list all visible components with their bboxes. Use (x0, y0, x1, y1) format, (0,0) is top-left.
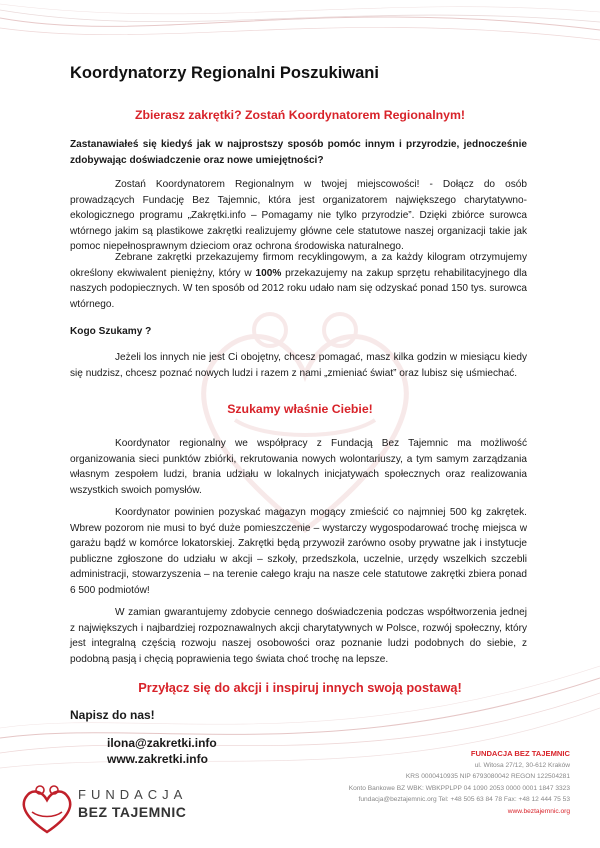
paragraph-become-coordinator: Zostań Koordynatorem Regionalnym w twojej miejscowości! - Dołącz do osób prowadzących Fundację Bez Tajemnic, która jest organizatorem największego charytatywno-ekologicznego programu „Zakrętki.info – Pomagamy nie tylko przyrodzie”. Dzięki zbiórce surowca wtórnego jakim są plastikowe zakrętki realizujemy główne cele statutowe naszej organizacji takie jak pomoc niepełnosprawnym dzieciom oraz ochrona środowiska naturalnego. (70, 179, 527, 253)
logo-heart-icon (18, 782, 76, 837)
paragraph-recycling-percent: 100% (255, 267, 282, 279)
footer-registry: KRS 0000410935 NIP 6793080042 REGON 122504281 (405, 773, 570, 780)
contact-website-link[interactable]: www.zakretki.info (107, 752, 208, 766)
footer-url-link[interactable]: www.beztajemnic.org (507, 807, 570, 815)
contact-heading: Napisz do nas! (70, 708, 155, 722)
page-title: Koordynatorzy Regionalni Poszukiwani (70, 64, 379, 82)
contact-email-link[interactable]: ilona@zakretki.info (107, 736, 217, 750)
footer-bank-account: Konto Bankowe BZ WBK: WBKPPLPP 04 1090 2053 0000 0001 1847 3323 (348, 784, 570, 792)
subtitle-join-action: Przyłącz się do akcji i inspiruj innych swoją postawą! (138, 680, 462, 695)
footer-address: ul. Witosa 27/12, 30-612 Kraków (474, 761, 570, 769)
footer-org-name: FUNDACJA BEZ TAJEMNIC (470, 749, 570, 758)
logo-text-bez-tajemnic: BEZ TAJEMNIC (78, 804, 187, 820)
paragraph-benefits: W zamian gwarantujemy zdobycie cennego doświadczenia podczas współtworzenia jednej z największych i najbardziej rozpoznawalnych akcji charytatywnych w Polsce, rozwój społeczny, który jest integralną częścią rozwoju naszej osobowości oraz poznanie ludzi podobnych do siebie, z podobną pasją i chęcią poprawienia tego świata choć trochę na lepsze. (70, 607, 527, 665)
paragraph-recycling-text-a: Zebrane zakrętki przekazujemy firmom recyklingowym, a za każdy kilogram otrzymujemy określony ekwiwalent pieniężny, który w (70, 252, 527, 279)
paragraph-who-we-seek: Jeżeli los innych nie jest Ci obojętny, chcesz pomagać, masz kilka godzin w miesiącu kiedy się nudzisz, chcesz poznać nowych ludzi i razem z nami „zmieniać świat” oraz lubisz się uśmiechać. (70, 352, 527, 379)
paragraph-recycling-text-b: przekazujemy na zakup sprzętu rehabilitacyjnego dla naszych podopiecznych. W ten sposób od 2012 roku udało nam się odzyskać ponad 150 tys. surowca wtórnego. (70, 267, 527, 310)
section-label-who: Kogo Szukamy ? (70, 326, 152, 337)
subtitle-recruitment: Zbierasz zakrętki? Zostań Koordynatorem Regionalnym! (134, 108, 466, 122)
footer-organization-info (270, 748, 570, 817)
decorative-swirl-top (0, 0, 600, 60)
paragraph-warehouse: Koordynator powinien pozyskać magazyn mogący zmieścić co najmniej 500 kg zakrętek. Wbrew pozorom nie musi to być duże pomieszczenie – wystarczy wygospodarować trochę miejsca w garażu bądź w komórce lokatorskiej. Zakrętki będą przywoził zarówno osoby prywatne jak i instytucje publiczne zgłoszone do udziału w akcji – szkoły, przedszkola, uczelnie, urzędy wszelkich szczebli administracji, stowarzyszenia – na terenie całego kraju na nasze cele statutowe zakrętki zbiera ponad 6 500 podmiotów! (70, 507, 527, 596)
subtitle-looking-for-you: Szukamy właśnie Ciebie! (227, 402, 373, 416)
paragraph-coordinator-role: Koordynator regionalny we współpracy z Fundacją Bez Tajemnic ma możliwość organizowania sieci punktów zbiórki, rekrutowania nowych wolontariuszy, a tym samym zarządzania własnym zespołem ludzi, brania udziału w lokalnych inicjatywach społecznych oraz realizowania wszystkich swoich pomysłów. (70, 438, 527, 496)
paragraph-recycling (70, 250, 527, 312)
footer-contacts: fundacja@beztajemnic.org Tel: +48 505 63 84 78 Fax: +48 12 444 75 53 (358, 796, 570, 803)
foundation-logo (18, 782, 218, 837)
logo-text-fundacja: FUNDACJA (78, 787, 188, 802)
intro-question: Zastanawiałeś się kiedyś jak w najprostszy sposób pomóc innym i przyrodzie, jednocześnie zdobywając doświadczenie oraz nowe umiejętności? (70, 139, 527, 166)
